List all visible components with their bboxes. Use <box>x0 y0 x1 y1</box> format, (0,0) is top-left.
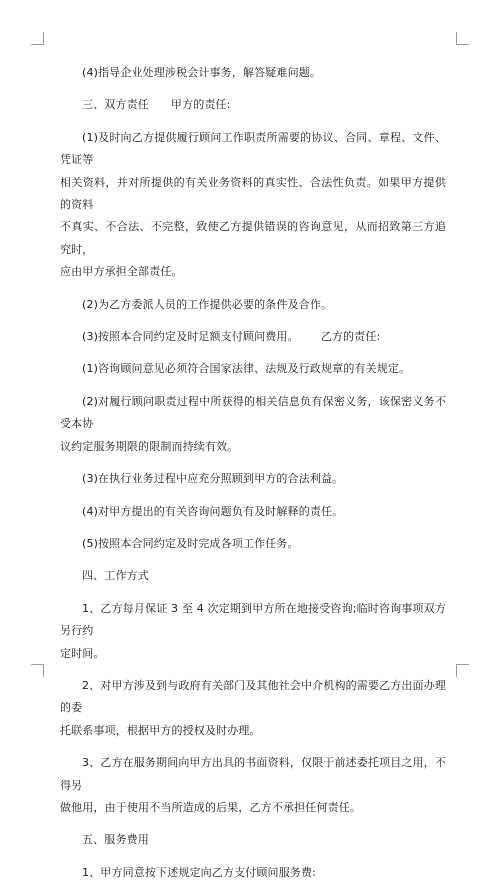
paragraph-line: 议约定服务期限的限制而持续有效。 <box>60 439 239 453</box>
paragraph-5 <box>60 326 446 348</box>
paragraph-6 <box>60 358 446 380</box>
paragraph-12 <box>60 598 446 665</box>
paragraph-16 <box>60 862 446 884</box>
paragraph-line: 1、乙方每月保证 3 至 4 次定期到甲方所在地接受咨询;临时咨询事项双方另行约 <box>60 601 446 638</box>
section-heading-responsibilities <box>60 94 446 116</box>
section-heading-text: 四、工作方式 <box>82 569 149 583</box>
paragraph-1 <box>60 62 446 84</box>
paragraph-8 <box>60 468 446 490</box>
paragraph-line: (1)及时向乙方提供履行顾问工作职责所需要的协议、合同、章程、文件、凭证等 <box>60 130 446 167</box>
paragraph-line: 定时间。 <box>60 646 105 660</box>
paragraph-line: 不真实、不合法、不完整，致使乙方提供错误的咨询意见，从而招致第三方追究时， <box>60 220 446 256</box>
crop-mark-top-right <box>456 32 469 45</box>
section-heading-text: 三、双方责任 <box>82 98 149 112</box>
paragraph-line: 做他用，由于使用不当所造成的后果，乙方不承担任何责任。 <box>60 800 362 814</box>
paragraph-line: (4)对甲方提出的有关咨询问题负有及时解释的责任。 <box>82 504 344 518</box>
section-heading-work-method <box>60 565 446 587</box>
paragraph-line: (4)指导企业处理涉税会计事务，解答疑难问题。 <box>82 66 322 79</box>
section-heading-text: 五、服务费用 <box>82 833 149 847</box>
paragraph-line: (2)为乙方委派人员的工作提供必要的条件及合作。 <box>82 297 333 311</box>
document-body <box>60 62 446 884</box>
paragraph-9 <box>60 501 446 523</box>
section-heading-fees <box>60 829 446 851</box>
paragraph-text: (3)按照本合同约定及时足额支付顾问费用。 <box>82 330 299 344</box>
crop-mark-top-left <box>31 32 44 45</box>
paragraph-13 <box>60 675 446 742</box>
paragraph-line: (3)在执行业务过程中应充分照顾到甲方的合法利益。 <box>82 472 344 486</box>
paragraph-line: (1)咨询顾问意见必须符合国家法律、法规及行政规章的有关规定。 <box>82 362 411 376</box>
paragraph-14 <box>60 752 446 819</box>
paragraph-line: 托联系事项，根据甲方的授权及时办理。 <box>60 723 261 737</box>
paragraph-line: 2、对甲方涉及到与政府有关部门及其他社会中介机构的需要乙方出面办理的委 <box>60 678 446 715</box>
paragraph-10 <box>60 533 446 555</box>
paragraph-line: 3、乙方在服务期间向甲方出具的书面资料，仅限于前述委托项目之用，不得另 <box>60 756 446 792</box>
paragraph-line: 相关资料，并对所提供的有关业务资料的真实性、合法性负责。如果甲方提供的资料 <box>60 175 446 212</box>
paragraph-line: 应由甲方承担全部责任。 <box>60 265 183 279</box>
paragraph-3 <box>60 127 446 284</box>
paragraph-line: (5)按照本合同约定及时完成各项工作任务。 <box>82 536 299 550</box>
subheading-party-b: 乙方的责任: <box>320 330 381 344</box>
crop-mark-bottom-right <box>456 664 469 677</box>
crop-mark-bottom-left <box>31 664 44 677</box>
paragraph-7 <box>60 391 446 458</box>
subheading-party-a: 甲方的责任: <box>170 98 231 112</box>
paragraph-line: (2)对履行顾问职责过程中所获得的相关信息负有保密义务，该保密义务不受本协 <box>60 394 446 431</box>
paragraph-4 <box>60 294 446 316</box>
paragraph-line: 1、甲方同意按下述规定向乙方支付顾问服务费: <box>82 865 317 879</box>
